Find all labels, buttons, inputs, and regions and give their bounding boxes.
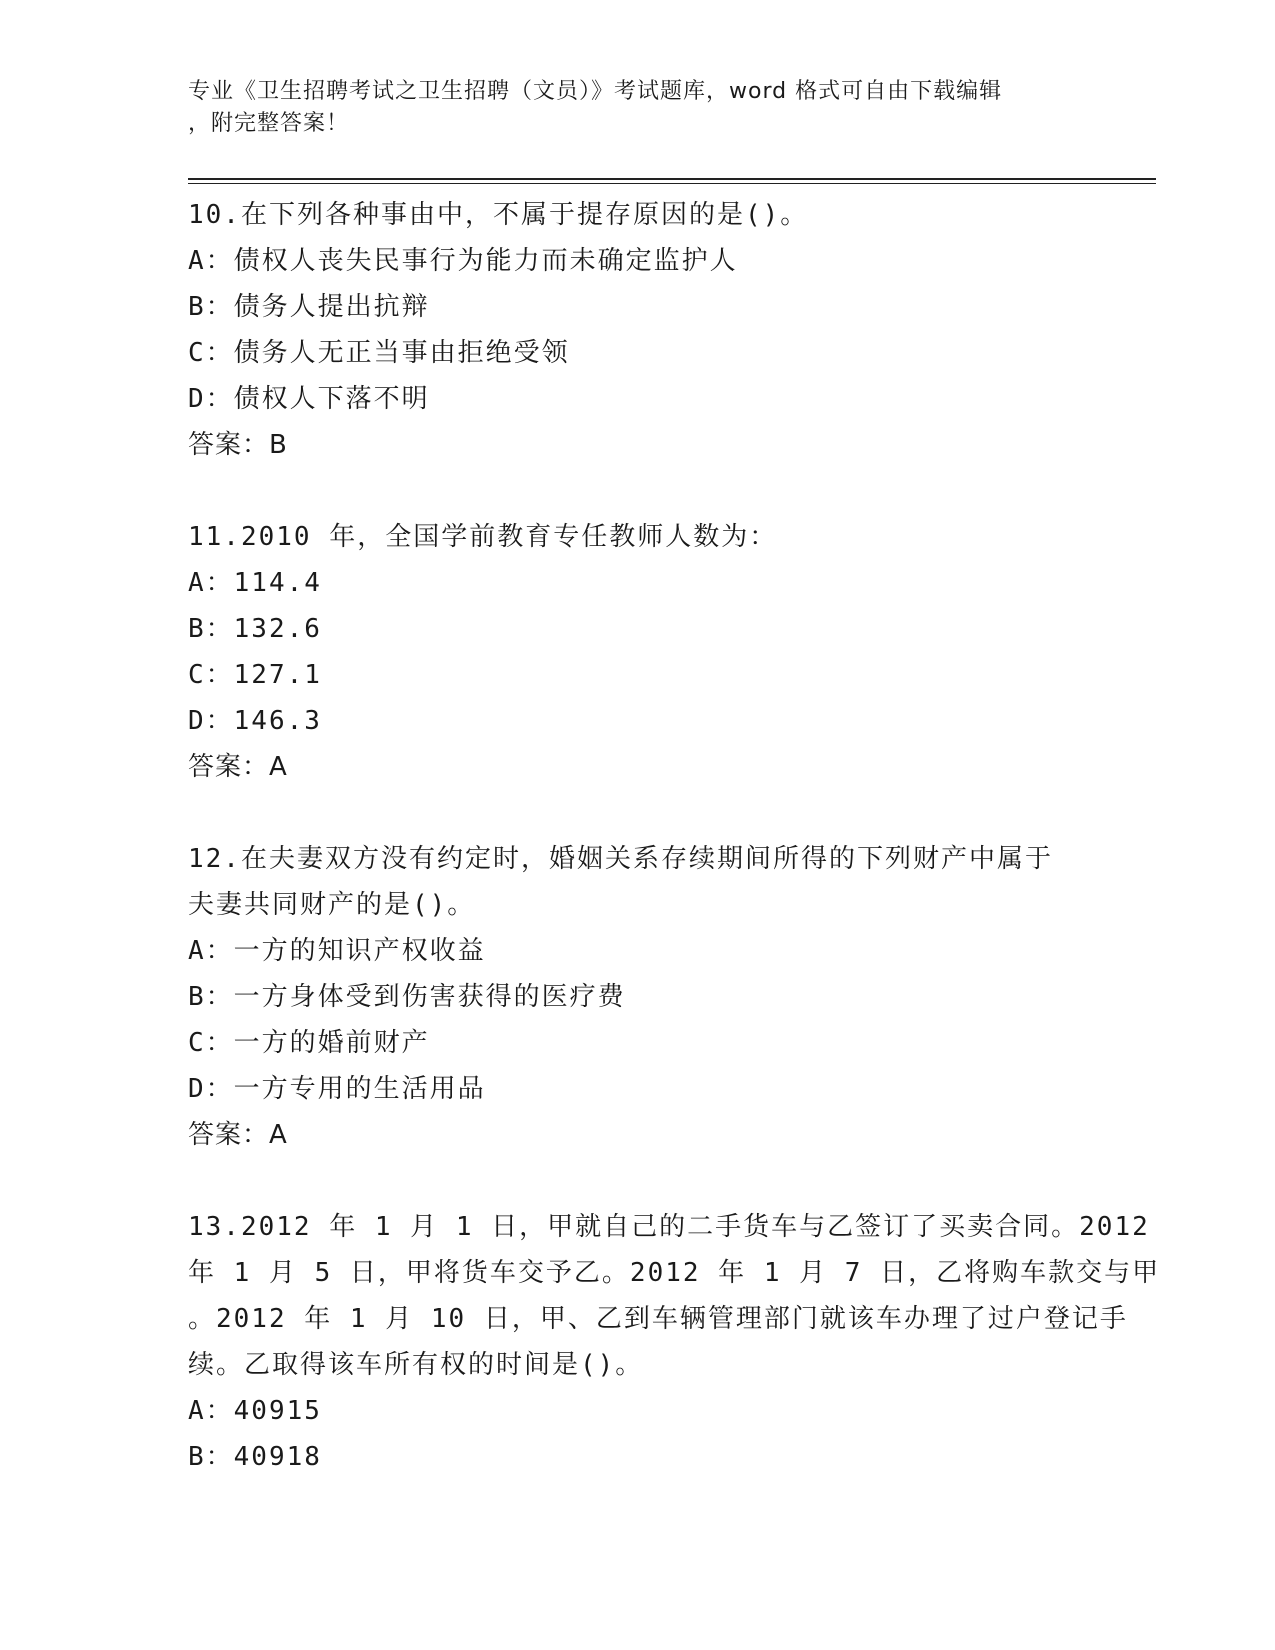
question-list: [188, 192, 1161, 1480]
question-stem-line: 续。乙取得该车所有权的时间是()。: [188, 1350, 644, 1380]
question-stem-line: 13.2012 年 1 月 1 日，甲就自己的二手货车与乙签订了买卖合同。2012: [188, 1212, 1150, 1242]
header-divider-thin: [188, 183, 1156, 184]
question-stem-line: 年 1 月 5 日，甲将货车交予乙。2012 年 1 月 7 日，乙将购车款交与甲: [188, 1258, 1161, 1288]
question-stem-line: 。2012 年 1 月 10 日，甲、乙到车辆管理部门就该车办理了过户登记手: [188, 1304, 1128, 1334]
answer-option: A：一方的知识产权收益: [188, 936, 486, 966]
answer-option: A：114.4: [188, 568, 322, 598]
answer-key: 答案：A: [188, 1120, 288, 1150]
question-spacer: [188, 468, 1088, 514]
answer-option: D：一方专用的生活用品: [188, 1074, 486, 1104]
question-stem-line: 11.2010 年，全国学前教育专任教师人数为：: [188, 522, 778, 552]
answer-option: B：一方身体受到伤害获得的医疗费: [188, 982, 626, 1012]
answer-option: D：债权人下落不明: [188, 384, 430, 414]
question-block: [188, 1204, 1161, 1480]
question-spacer: [188, 790, 1088, 836]
question-block: [188, 514, 1088, 836]
answer-option: C：一方的婚前财产: [188, 1028, 430, 1058]
answer-key: 答案：B: [188, 430, 288, 460]
answer-option: C：127.1: [188, 660, 322, 690]
header-line-2: ，附完整答案！: [188, 111, 350, 136]
header-divider: [188, 178, 1156, 180]
answer-option: B：132.6: [188, 614, 322, 644]
question-stem-line: 10.在下列各种事由中，不属于提存原因的是()。: [188, 200, 809, 230]
answer-option: B：债务人提出抗辩: [188, 292, 430, 322]
document-header: [188, 76, 1088, 140]
answer-option: A：40915: [188, 1396, 322, 1426]
question-stem-line: 12.在夫妻双方没有约定时，婚姻关系存续期间所得的下列财产中属于: [188, 844, 1053, 874]
question-block: [188, 192, 1088, 514]
answer-key: 答案：A: [188, 752, 288, 782]
answer-option: A：债权人丧失民事行为能力而未确定监护人: [188, 246, 738, 276]
answer-option: C：债务人无正当事由拒绝受领: [188, 338, 570, 368]
question-spacer: [188, 1158, 1088, 1204]
question-stem-line: 夫妻共同财产的是()。: [188, 890, 476, 920]
answer-option: B：40918: [188, 1442, 322, 1472]
question-block: [188, 836, 1088, 1204]
answer-option: D：146.3: [188, 706, 322, 736]
header-line-1: 专业《卫生招聘考试之卫生招聘（文员）》考试题库，word 格式可自由下载编辑: [188, 79, 1003, 104]
